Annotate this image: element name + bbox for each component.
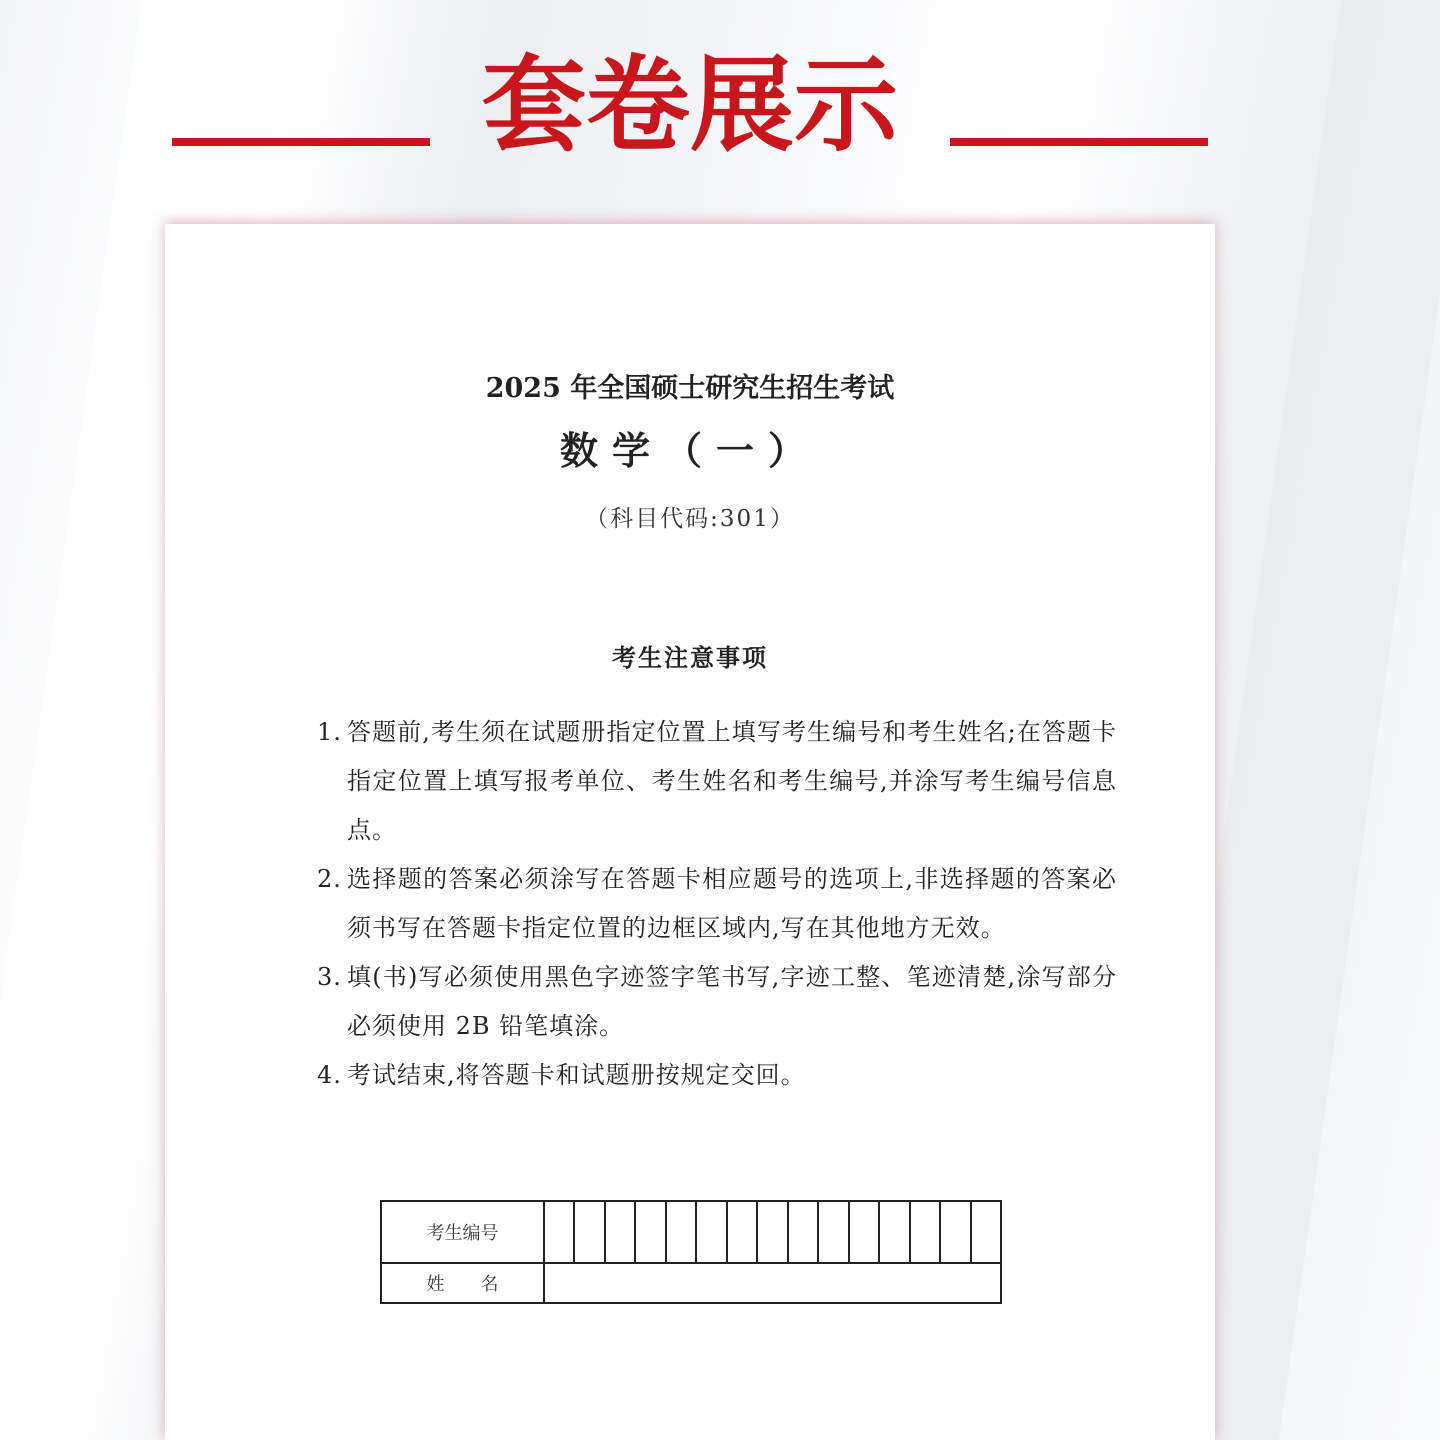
notice-text: 填(书)写必须使用黑色字迹签字笔书写,字迹工整、笔迹清楚,涂写部分必须使用 2B 铅笔填涂。 [347, 963, 1117, 1040]
banner-line-left [172, 138, 430, 146]
exam-paper [165, 224, 1215, 1440]
notice-item [317, 708, 1117, 855]
candidate-id-box [667, 1202, 697, 1262]
notice-heading: 考生注意事项 [612, 644, 768, 672]
candidate-id-boxes [545, 1202, 1000, 1262]
notice-item [317, 953, 1117, 1051]
notice-number: 1. [317, 718, 342, 746]
candidate-id-box [789, 1202, 819, 1262]
notice-number: 3. [317, 963, 342, 991]
candidate-id-box [758, 1202, 788, 1262]
notice-item [317, 1051, 1117, 1100]
notice-list [317, 708, 1117, 1100]
candidate-name-label: 姓 名 [382, 1264, 545, 1302]
notice-text: 考试结束,将答题卡和试题册按规定交回。 [347, 1061, 806, 1089]
candidate-id-box [575, 1202, 605, 1262]
candidate-id-box [819, 1202, 849, 1262]
candidate-id-label: 考生编号 [382, 1202, 545, 1262]
candidate-id-box [850, 1202, 880, 1262]
banner-title: 套卷展示 [481, 44, 898, 166]
exam-title: 2025 年全国硕士研究生招生考试 [485, 373, 895, 404]
notice-text: 选择题的答案必须涂写在答题卡相应题号的选项上,非选择题的答案必须书写在答题卡指定位置的边框区域内,写在其他地方无效。 [347, 865, 1117, 942]
notice-number: 4. [317, 1061, 342, 1089]
candidate-name-row [382, 1264, 1000, 1302]
candidate-id-box [972, 1202, 1000, 1262]
notice-item [317, 855, 1117, 953]
notice-number: 2. [317, 865, 342, 893]
candidate-id-box [545, 1202, 575, 1262]
candidate-name-field [545, 1264, 1000, 1302]
notice-text: 答题前,考生须在试题册指定位置上填写考生编号和考生姓名;在答题卡指定位置上填写报考单位、考生姓名和考生编号,并涂写考生编号信息点。 [347, 718, 1117, 844]
exam-subject: 数学（一） [559, 429, 820, 473]
subject-code: （科目代码:301） [585, 506, 795, 532]
banner [0, 40, 1440, 170]
candidate-id-box [728, 1202, 758, 1262]
candidate-id-box [606, 1202, 636, 1262]
banner-line-right [950, 138, 1208, 146]
candidate-id-box [941, 1202, 971, 1262]
candidate-id-box [697, 1202, 727, 1262]
candidate-id-box [911, 1202, 941, 1262]
candidate-info-table [380, 1200, 1002, 1304]
candidate-id-box [636, 1202, 666, 1262]
candidate-id-row [382, 1202, 1000, 1264]
candidate-id-box [880, 1202, 910, 1262]
